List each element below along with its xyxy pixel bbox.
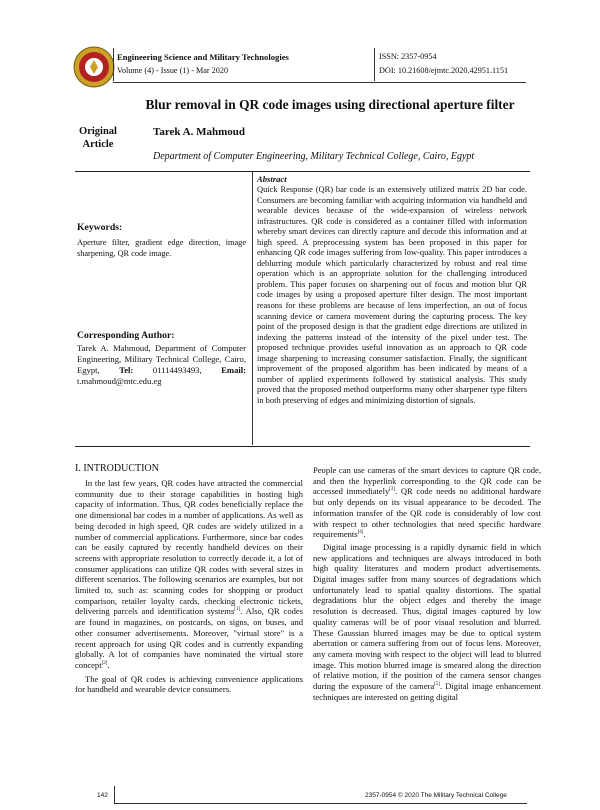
- article-type-line1: Original: [79, 126, 117, 137]
- footer-rule: [114, 803, 527, 804]
- abstract-section: [257, 174, 527, 405]
- header-divider-right: [374, 48, 375, 81]
- journal-name: Engineering Science and Military Technologies: [117, 52, 289, 62]
- page-number: 142: [97, 792, 108, 799]
- citation-ref[interactable]: [2]: [101, 661, 108, 667]
- citation-ref[interactable]: [4]: [357, 530, 364, 536]
- text-run: .: [107, 659, 110, 670]
- text-run: . Also, QR codes are found in magazines, on postcards, on signs, on buses, and other consumer advertisements. Moreover, "virtual store" is a recent approach for using QR codes and is currently expanding globally. A lot of companies have nominated the virtual store concept: [75, 606, 303, 670]
- tel-value: 01114493493,: [152, 365, 202, 375]
- corresponding-author-details: [77, 343, 246, 387]
- citation-ref[interactable]: [3]: [389, 487, 396, 493]
- keywords-text: Aperture filter, gradient edge direction, image sharpening, QR code image.: [77, 238, 246, 258]
- section-heading-introduction: I. INTRODUCTION: [75, 463, 159, 474]
- body-paragraph: [75, 478, 303, 671]
- author-name: Tarek A. Mahmoud: [153, 126, 245, 138]
- text-run: .: [363, 529, 366, 540]
- text-run: . Digital image enhancement techniques are interested on getting digital: [313, 681, 541, 702]
- body-paragraph: [313, 542, 541, 703]
- footer-divider: [114, 786, 115, 804]
- journal-volume: Volume (4) - Issue (1) - Mar 2020: [117, 66, 229, 75]
- text-run: . QR code needs no additional hardware but only depends on its visual appearance to be decoded. The information transfer of the QR code is considerably of low cost with respect to other technologies that need specific hardware requirements: [313, 486, 541, 540]
- text-run: In the last few years, QR codes have attracted the commercial community due to their storage capabilities in hosting high capacity of information. Thus, QR codes beneficially replace the one dimensional bar codes in a number of applications. As well as being decoded in high speed, QR codes are widely utilized in a number of commercial applications. Furthermore, since bar codes can be easily captured by recently handheld devices on their screens with appropriate resolution to correctly decode it, a lot of consumer applications can utilize QR codes with several sizes in different scenarios. The following scenarios are examples, but not limited to, such as: scanning codes for shopping or product comparison, retailer loyalty cards, checking electronic tickets, delivering parcels and identification systems: [75, 478, 303, 617]
- corresponding-author-text: Tarek A. Mahmoud, Department of Computer Engineering, Military Technical College, Cairo, Egypt,: [77, 343, 246, 375]
- journal-logo-icon: [72, 45, 116, 89]
- body-paragraph: The goal of QR codes is achieving convenience applications for handheld and wearable device consumers.: [75, 673, 303, 695]
- article-type-line2: Article: [82, 139, 114, 150]
- email-label: Email:: [221, 365, 246, 375]
- body-right-column: [313, 465, 541, 702]
- header-divider-left: [113, 48, 114, 81]
- email-value[interactable]: t.mahmoud@mtc.edu.eg: [77, 376, 162, 386]
- corresponding-author-heading: Corresponding Author:: [77, 330, 175, 341]
- abstract-divider: [252, 171, 253, 445]
- abstract-text: Quick Response (QR) bar code is an extensively utilized matrix 2D bar code. Consumers are becoming familiar with acquiring information via handheld and wearable devices because of the wide-expansion of wireless network infrastructures. QR code is considered as a container filled with information whereby smart devices can directly capture and decode this information and at high speed. A preprocessing system has been proposed in this paper for enhancing QR code images suffering from low-quality. This paper introduces a deblurring module which particularly characterized by robust and real time operation which is an appropriate solution for the challenging introduced problem. This paper focuses on sharpening out of focus and motion blur QR code images by using a proposed aperture filter design. The most important reasons for these problems are because of lens imperfection, an out of focus scanning device or camera movement during the capturing process. The key point of the proposed design is that the gradient edge directions are utilized in indexing the patterns instead of the intensity of the pixel under test. The proposed technique provides useful innovation as an approach to QR code image sharpening to increasing consumer satisfaction. Finally, the significant improvement of the proposed algorithm has been indicated by means of a number of applied experiments followed by statistical analysis. This study proved that the proposed method outperforms many other sharpener type filters in both preserving of edges and minimizing distortion of signals.: [257, 184, 527, 405]
- text-run: People can use cameras of the smart devices to capture QR code, and then the hyperlink corresponding to the QR code can be accessed immediately: [313, 465, 541, 497]
- footer-copyright: 2357-0954 © 2020 The Military Technical College: [365, 792, 507, 799]
- article-title: Blur removal in QR code images using directional aperture filter: [145, 97, 515, 112]
- citation-ref[interactable]: [5]: [434, 682, 440, 688]
- body-paragraph: [313, 465, 541, 540]
- article-doi[interactable]: DOI: 10.21608/ejmtc.2020.42951.1151: [379, 66, 509, 75]
- tel-label: Tel:: [119, 365, 134, 375]
- abstract-heading: Abstract: [257, 174, 287, 184]
- body-left-column: [75, 478, 303, 695]
- keywords-heading: Keywords:: [77, 222, 123, 233]
- header-rule: [113, 82, 526, 83]
- article-type: [72, 125, 124, 151]
- text-run: Digital image processing is a rapidly dynamic field in which new applications and techniques are always introduced in both high quality literatures and modern product advertisements. Digital images suffer from many sources of degradations which unfortunately lead to spatial quality distortions. The spatial degradations blur the object edges and thereby the image resolution is decreased. Thus, digital images captured by low quality cameras will be of poor visual resolution and blurred. These Gaussian blurred images may be due to optical system aberration or camera suffering from out of focus lens. Moreover, any camera moving with respect to the object will lead to blurred image. This motion blurred image is smeared along the direction of relative motion, if the position of the camera sensor changes during the exposure of the camera: [313, 541, 541, 692]
- author-department: Department of Computer Engineering, Military Technical College, Cairo, Egypt: [153, 151, 475, 162]
- journal-issn: ISSN: 2357-0954: [379, 52, 437, 61]
- citation-ref[interactable]: [1]: [234, 607, 241, 613]
